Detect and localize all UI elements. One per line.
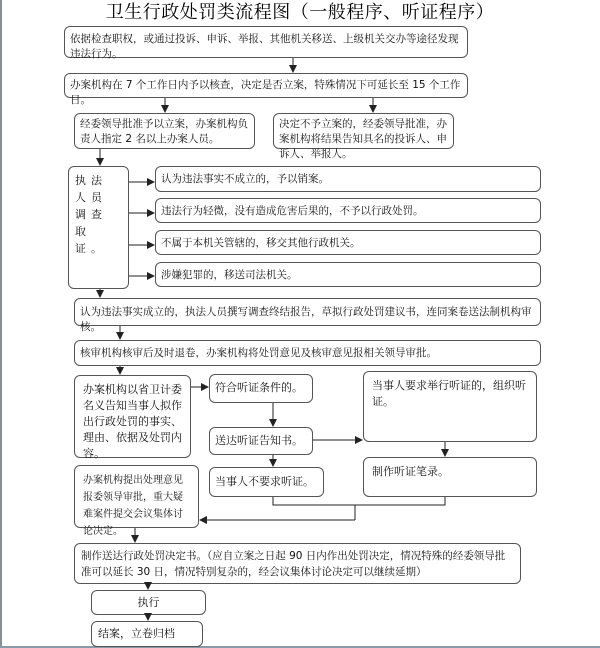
step-close: 结案，立卷归档 bbox=[91, 621, 203, 647]
step-established: 认为违法事实成立的，执法人员撰写调查终结报告，草拟行政处罚建议书，连同案卷送法制机构审核。 bbox=[74, 298, 541, 326]
step-reject-case: 决定不予立案的，经委领导批准，办案机构将结果告知具名的投诉人、申诉人、举报人。 bbox=[273, 113, 454, 149]
step-audit: 核审机构核审后及时退卷，办案机构将处罚意见及核审意见报相关领导审批。 bbox=[74, 340, 541, 366]
step-submit-opinion: 办案机构提出处理意见报委领导审批，重大疑难案件提交会议集体讨论决定。 bbox=[74, 465, 199, 528]
step-hearing-request: 当事人要求举行听证的，组织听证。 bbox=[363, 371, 537, 442]
step-decision: 制作送达行政处罚决定书。（应自立案之日起 90 日内作出处罚决定，情况特殊的经委领导批准可以延长 30 日，情况特别复杂的，经会议集体讨论决定可以继续延期） bbox=[74, 543, 521, 584]
outcome-criminal: 涉嫌犯罪的，移送司法机关。 bbox=[155, 262, 541, 287]
outcome-minor-violation: 违法行为轻微，没有造成危害后果的，不予以行政处罚。 bbox=[155, 198, 541, 223]
step-discover: 依据检查职权，或通过投诉、申诉、举报、其他机关移送、上级机关交办等途径发现违法行为。 bbox=[64, 26, 468, 58]
step-no-hearing: 当事人不要求听证。 bbox=[209, 467, 324, 497]
step-hearing-record: 制作听证笔录。 bbox=[363, 457, 537, 497]
step-approve-case: 经委领导批准予以立案，办案机构负责人指定 2 名以上办案人员。 bbox=[74, 113, 255, 149]
outcome-not-established: 认为违法事实不成立的，予以销案。 bbox=[155, 166, 541, 192]
step-investigate: 执法人员调查取证。 bbox=[68, 166, 129, 289]
page-title: 卫生行政处罚类流程图（一般程序、听证程序） bbox=[105, 2, 495, 23]
connector-record-join bbox=[355, 497, 445, 505]
step-execute: 执行 bbox=[91, 590, 206, 615]
window-left-edge bbox=[0, 0, 2, 648]
step-hearing-notice: 送达听证告知书。 bbox=[209, 427, 313, 455]
step-hearing-eligible: 符合听证条件的。 bbox=[209, 374, 313, 403]
outcome-not-jurisdiction: 不属于本机关管辖的，移交其他行政机关。 bbox=[155, 230, 541, 255]
step-review: 办案机构在 7 个工作日内予以核查，决定是否立案，特殊情况下可延长至 15 个工作日。 bbox=[64, 73, 468, 98]
step-notify: 办案机构以省卫计委名义告知当事人拟作出行政处罚的事实、理由、依据及处罚内容。 bbox=[74, 375, 191, 458]
connector-no-hearing-join bbox=[273, 497, 355, 520]
